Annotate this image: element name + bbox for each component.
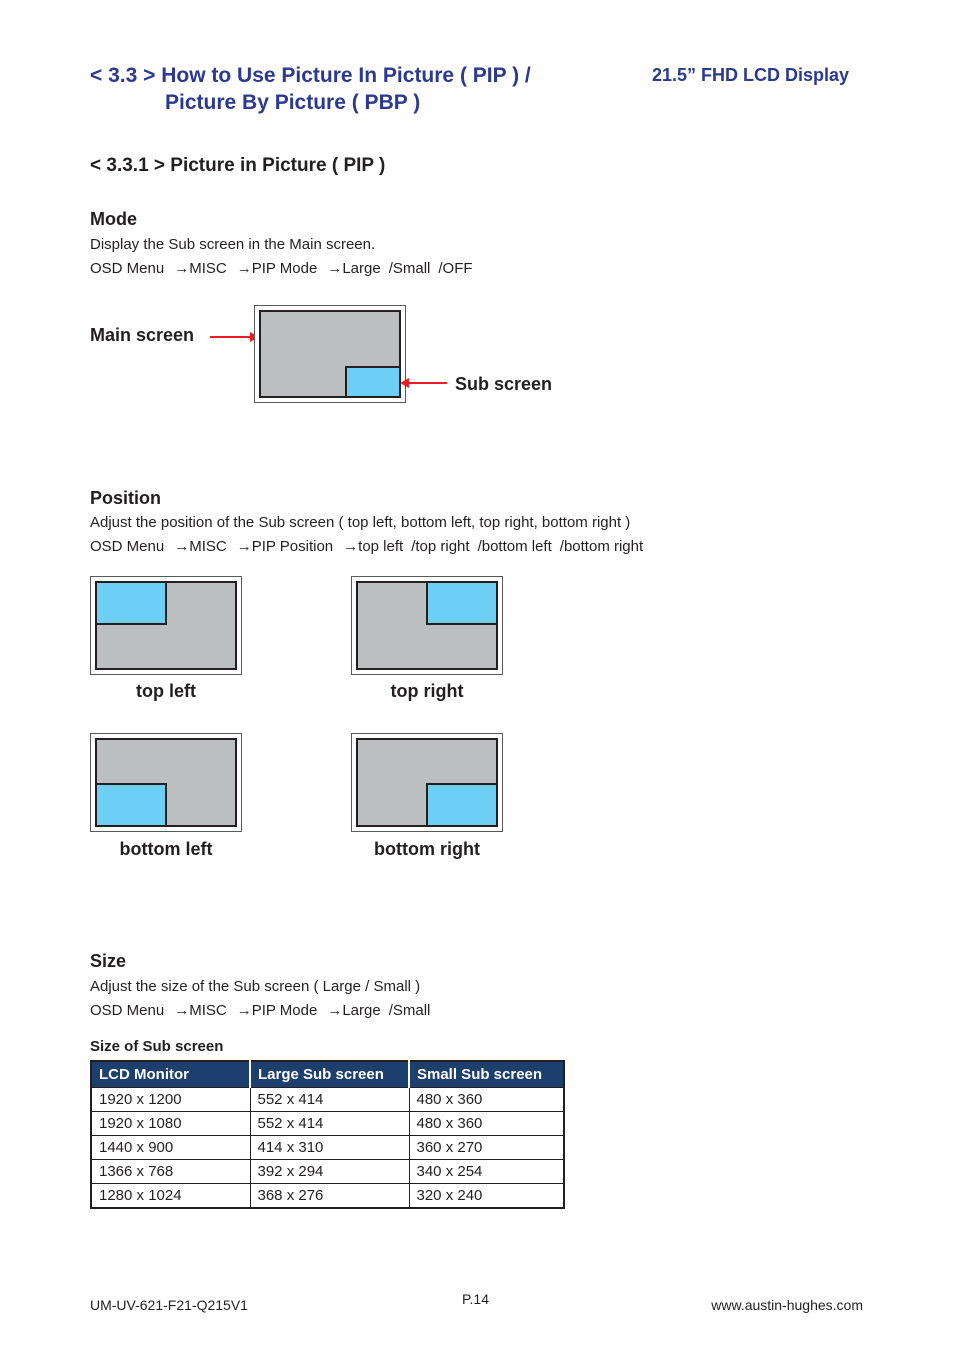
sub-screen: [426, 783, 498, 827]
page-title-line2: Picture By Picture ( PBP ): [165, 91, 421, 114]
table-cell: 320 x 240: [409, 1184, 564, 1209]
osd-step: PIP Mode: [251, 1002, 318, 1019]
osd-option: Large: [342, 260, 381, 277]
table-row: [91, 1112, 564, 1136]
separator: /: [388, 260, 393, 277]
main-pointer-line: [210, 336, 252, 338]
mode-diagram: [254, 305, 406, 403]
table-cell: 1920 x 1200: [91, 1088, 250, 1112]
table-row: [91, 1088, 564, 1112]
table-title: Size of Sub screen: [90, 1038, 224, 1055]
osd-option: top right: [415, 538, 470, 555]
arrow-icon: →: [236, 1002, 252, 1019]
caption-top-left: top left: [136, 681, 196, 701]
diagram-bottom-left: [90, 733, 242, 832]
separator: /: [477, 538, 482, 555]
separator: /: [388, 1002, 393, 1019]
table-cell: 414 x 310: [250, 1136, 409, 1160]
sub-pointer-line: [408, 382, 447, 384]
diagram-top-right: [351, 576, 503, 675]
table-cell: 392 x 294: [250, 1160, 409, 1184]
position-osd-path: [90, 538, 643, 555]
osd-option: Large: [342, 1002, 381, 1019]
arrow-icon: →: [174, 1002, 190, 1019]
column-header: LCD Monitor: [91, 1061, 250, 1088]
diagram-top-left: [90, 576, 242, 675]
arrow-icon: →: [236, 260, 252, 277]
section-title: < 3.3.1 > Picture in Picture ( PIP ): [90, 155, 386, 176]
separator: /: [411, 538, 416, 555]
caption-bottom-right: bottom right: [374, 839, 480, 859]
size-heading: Size: [90, 951, 127, 971]
osd-option: bottom right: [563, 538, 644, 555]
osd-step: MISC: [189, 538, 227, 555]
mode-description: Display the Sub screen in the Main screen.: [90, 236, 376, 253]
arrow-icon: →: [327, 260, 343, 277]
position-heading: Position: [90, 488, 161, 508]
osd-step: MISC: [189, 1002, 227, 1019]
main-screen-label: Main screen: [90, 325, 195, 345]
sub-screen: [95, 783, 167, 827]
page-title-line1: < 3.3 > How to Use Picture In Picture ( PIP ) /: [90, 64, 531, 87]
table-cell: 480 x 360: [409, 1088, 564, 1112]
osd-step: OSD Menu: [90, 1002, 165, 1019]
column-header: Large Sub screen: [250, 1061, 409, 1088]
osd-step: PIP Mode: [251, 260, 318, 277]
caption-top-right: top right: [390, 681, 464, 701]
arrow-icon: →: [236, 538, 252, 555]
main-screen: [95, 738, 237, 827]
table-cell: 368 x 276: [250, 1184, 409, 1209]
table-cell: 552 x 414: [250, 1088, 409, 1112]
osd-option: bottom left: [481, 538, 552, 555]
main-screen: [259, 310, 401, 398]
size-description: Adjust the size of the Sub screen ( Large / Small ): [90, 978, 421, 995]
table-cell: 552 x 414: [250, 1112, 409, 1136]
osd-option: OFF: [442, 260, 473, 277]
table-row: [91, 1136, 564, 1160]
table-cell: 1280 x 1024: [91, 1184, 250, 1209]
sub-screen-label: Sub screen: [455, 374, 553, 394]
caption-bottom-left: bottom left: [119, 839, 213, 859]
osd-step: OSD Menu: [90, 260, 165, 277]
table-cell: 480 x 360: [409, 1112, 564, 1136]
separator: /: [559, 538, 564, 555]
product-name: 21.5” FHD LCD Display: [652, 65, 850, 85]
mode-osd-path: [90, 260, 473, 277]
mode-heading: Mode: [90, 209, 137, 229]
table-cell: 1366 x 768: [91, 1160, 250, 1184]
sub-screen: [426, 581, 498, 625]
main-screen: [356, 581, 498, 670]
osd-step: PIP Position: [251, 538, 334, 555]
table-cell: 1440 x 900: [91, 1136, 250, 1160]
separator: /: [438, 260, 443, 277]
footer-website: www.austin-hughes.com: [711, 1297, 863, 1313]
column-header: Small Sub screen: [409, 1061, 564, 1088]
table-cell: 360 x 270: [409, 1136, 564, 1160]
sub-screen: [95, 581, 167, 625]
table-row: [91, 1160, 564, 1184]
footer-doc-id: UM-UV-621-F21-Q215V1: [90, 1297, 248, 1313]
arrow-icon: →: [174, 538, 190, 555]
arrow-icon: →: [174, 260, 190, 277]
table-cell: 340 x 254: [409, 1160, 564, 1184]
osd-step: MISC: [189, 260, 227, 277]
diagram-bottom-right: [351, 733, 503, 832]
size-osd-path: [90, 1002, 430, 1019]
osd-option: Small: [392, 1002, 431, 1019]
osd-option: top left: [358, 538, 404, 555]
osd-step: OSD Menu: [90, 538, 165, 555]
table-row: [91, 1184, 564, 1209]
position-description: Adjust the position of the Sub screen ( top left, bottom left, top right, bottom right ): [90, 514, 631, 531]
arrow-icon: →: [327, 1002, 343, 1019]
table-cell: 1920 x 1080: [91, 1112, 250, 1136]
osd-option: Small: [392, 260, 431, 277]
arrow-icon: →: [343, 538, 359, 555]
table-header-row: [91, 1061, 564, 1088]
sub-screen-size-table: [90, 1060, 565, 1209]
main-screen: [95, 581, 237, 670]
main-screen: [356, 738, 498, 827]
sub-screen: [345, 366, 401, 398]
footer-page-number: P.14: [462, 1291, 489, 1307]
